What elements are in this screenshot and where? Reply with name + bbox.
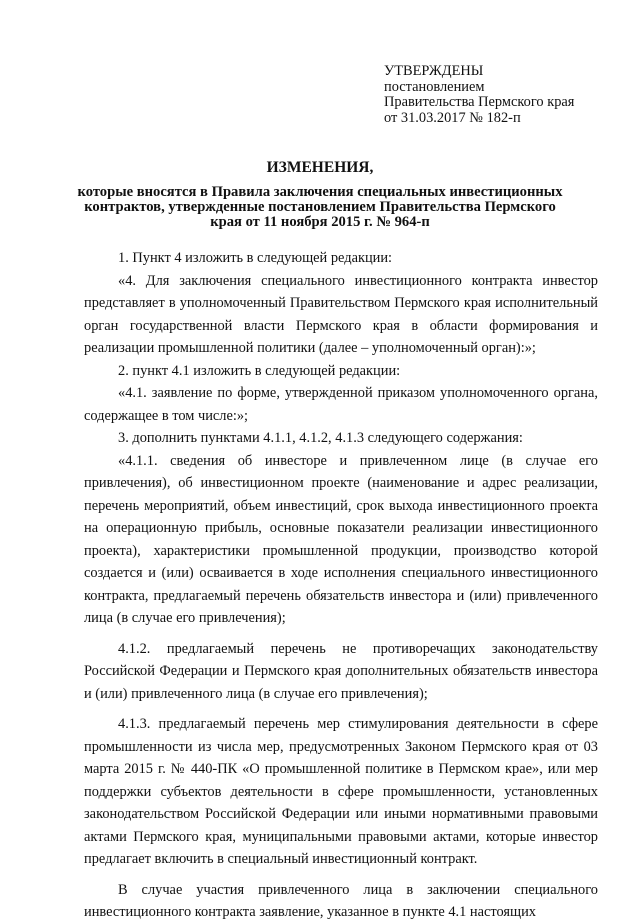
paragraph-6: «4.1.1. сведения об инвесторе и привлеченном лице (в случае его привлечения), об инвестиционном проекте (наименование и адрес реализации, перечень мероприятий, объем инвестиций, срок выхода инвестиционного проекта на операционную прибыль, основные показатели реализации инвестиционного проекта), характеристики промышленной продукции, производство которой создается и (или) осваивается в ходе исполнения специального инвестиционного контракта, предлагаемый перечень обязательств инвестора и (или) привлеченного лица (в случае его привлечения); <box>84 452 598 626</box>
paragraph-2: «4. Для заключения специального инвестиционного контракта инвестор представляет в уполномоченный Правительством Пермского края исполнительный орган государственной власти Пермского края в области формирования и реализации промышленной политики (далее – уполномоченный орган):»; <box>84 272 598 356</box>
paragraph-1: 1. Пункт 4 изложить в следующей редакции: <box>118 250 393 266</box>
paragraph-9: В случае участия привлеченного лица в заключении специального инвестиционного контракта заявление, указанное в пункте 4.1 настоящих <box>84 881 598 920</box>
paragraph-3: 2. пункт 4.1 изложить в следующей редакции: <box>118 362 401 379</box>
document-body <box>84 247 598 924</box>
title-subtitle-line-3: края от 11 ноября 2015 г. № 964-п <box>210 213 430 230</box>
paragraph-7: 4.1.2. предлагаемый перечень не противоречащих законодательству Российской Федерации и Пермского края дополнительных обязательств инвестора и (или) привлеченного лица (в случае его привлечения); <box>84 640 598 702</box>
title-subtitle-line-2: контрактов, утвержденные постановлением Правительства Пермского <box>84 198 556 215</box>
paragraph-5: 3. дополнить пунктами 4.1.1, 4.1.2, 4.1.3 следующего содержания: <box>118 430 523 446</box>
paragraph-4: «4.1. заявление по форме, утвержденной приказом уполномоченного органа, содержащее в том числе:»; <box>84 385 598 424</box>
title-main: ИЗМЕНЕНИЯ, <box>266 159 374 176</box>
approval-heading: УТВЕРЖДЕНЫ <box>384 63 484 79</box>
approval-authority: Правительства Пермского края <box>384 94 575 110</box>
paragraph-8: 4.1.3. предлагаемый перечень мер стимулирования деятельности в сфере промышленности из числа мер, предусмотренных Законом Пермского края от 03 марта 2015 г. № 440-ПК «О промышленной политике в Пермском крае», или мер поддержки субъектов деятельности в сфере промышленности, установленных законодательством Российской Федерации или иными нормативными правовыми актами Пермского края, муниципальными правовыми актами, которые инвестор предлагает включить в специальный инвестиционный контракт. <box>84 716 598 867</box>
document-title <box>60 160 580 229</box>
approval-stamp <box>384 64 624 126</box>
approval-by: постановлением <box>384 78 485 95</box>
approval-date-number: от 31.03.2017 № 182-п <box>384 109 521 126</box>
title-subtitle-line-1: которые вносятся в Правила заключения специальных инвестиционных <box>77 184 563 200</box>
